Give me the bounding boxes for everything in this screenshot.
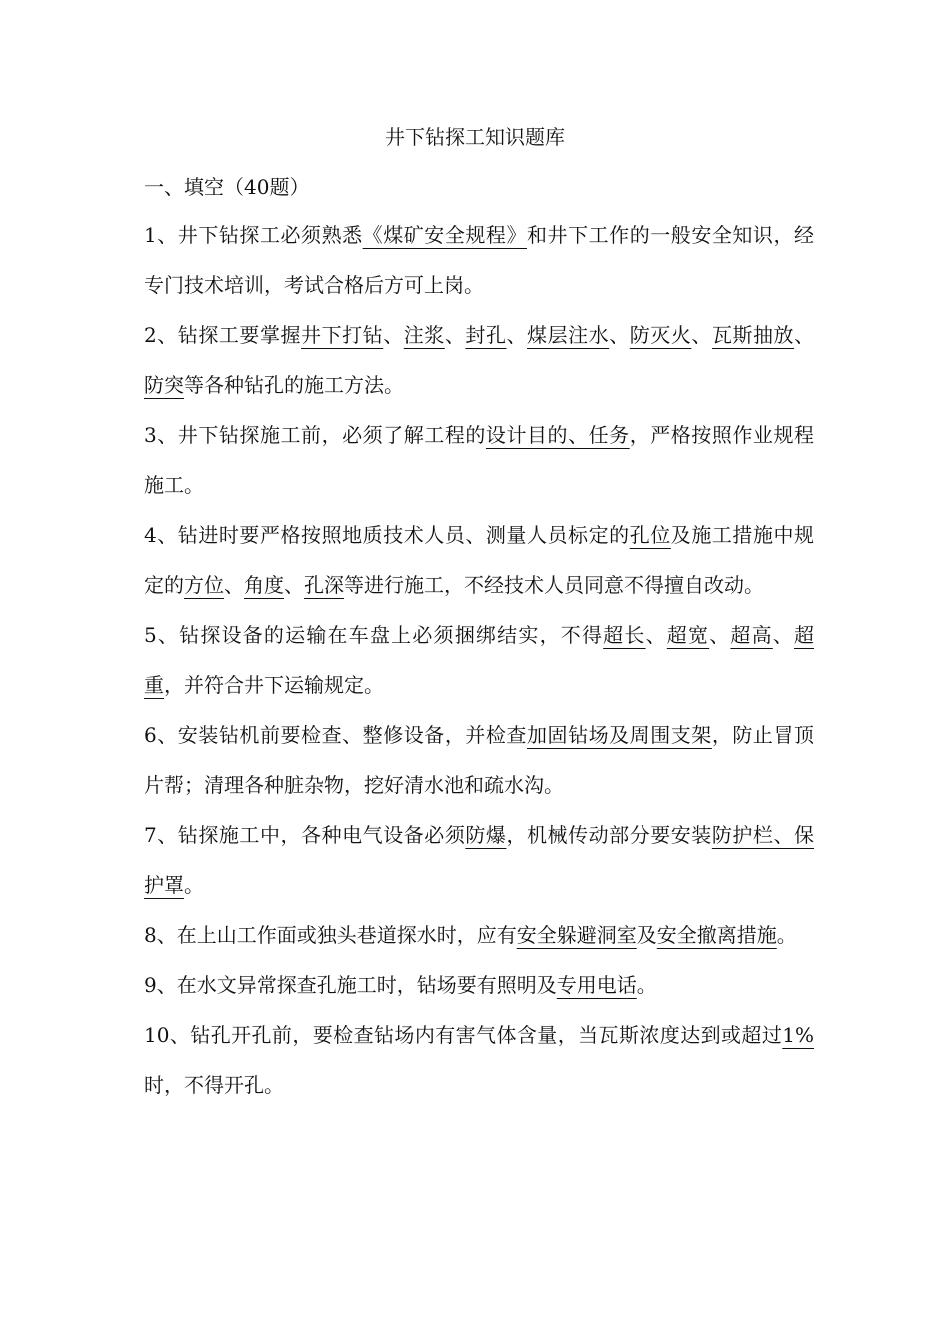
question-item [144, 610, 814, 710]
question-item [144, 910, 814, 960]
question-text: 、 [383, 323, 404, 347]
question-text: 、 [506, 323, 528, 347]
question-text: 等各种钻孔的施工方法。 [184, 373, 404, 397]
question-text: 。 [636, 973, 657, 997]
answer-blank: 安全撤离措施 [656, 923, 777, 947]
answer-blank: 防灭火 [629, 323, 692, 347]
question-text: 、 [709, 623, 731, 647]
answer-blank: 注浆 [403, 323, 445, 347]
question-text: 、 [224, 573, 244, 597]
question-text: 、 [444, 323, 466, 347]
answer-blank: 1% [782, 1023, 814, 1047]
answer-blank: 防爆 [465, 823, 507, 847]
answer-blank: 超重 [144, 623, 814, 697]
question-text: 。 [776, 923, 797, 947]
question-text: 6、安装钻机前要检查、整修设备，并检查 [144, 723, 527, 747]
answer-blank: 井下打钻 [301, 323, 384, 347]
answer-blank: 超长 [603, 623, 646, 647]
answer-blank: 专用电话 [556, 973, 637, 997]
question-text: ，防止冒顶片帮；清理各种脏杂物，挖好清水池和疏水沟。 [144, 723, 815, 797]
answer-blank: 设计目的、任务 [485, 423, 630, 447]
question-text: 3、井下钻探施工前，必须了解工程的 [144, 423, 486, 447]
question-text: 和井下工作的一般安全知识，经专门技术培训，考试合格后方可上岗。 [144, 223, 815, 297]
question-text: 等进行施工，不经技术人员同意不得擅自改动。 [344, 573, 764, 597]
answer-blank: 防突 [144, 373, 184, 397]
question-text: ，严格按照作业规程施工。 [144, 423, 815, 497]
question-text: 、 [284, 573, 304, 597]
answer-blank: 《煤矿安全规程》 [362, 223, 527, 247]
question-item [144, 210, 814, 310]
answer-blank: 安全躲避洞室 [516, 923, 637, 947]
section-heading: 一、填空（40题） [144, 175, 310, 199]
answer-blank: 孔位 [629, 523, 671, 547]
question-item [144, 1010, 814, 1110]
answer-blank: 超宽 [666, 623, 710, 647]
answer-blank: 角度 [244, 573, 284, 597]
answer-blank: 加固钻场及周围支架 [526, 723, 712, 747]
answer-blank: 方位 [184, 573, 224, 597]
question-text: 1、井下钻探工必须熟悉 [144, 223, 363, 247]
question-item [144, 310, 814, 410]
question-text: ，并符合井下运输规定。 [164, 673, 384, 697]
question-text: 10、钻孔开孔前，要检查钻场内有害气体含量，当瓦斯浓度达到或超过 [144, 1023, 783, 1047]
question-text: 时，不得开孔。 [144, 1073, 284, 1097]
question-text: 、 [645, 623, 667, 647]
question-text: 、 [772, 623, 794, 647]
question-item [144, 960, 814, 1010]
question-text: 及 [636, 923, 657, 947]
question-text: 。 [184, 873, 204, 897]
answer-blank: 封孔 [465, 323, 507, 347]
answer-blank: 防护栏、保护罩 [144, 823, 815, 897]
question-text: 及施工措施中规定的 [144, 523, 815, 597]
question-text: ，机械传动部分要安装 [506, 823, 712, 847]
question-item [144, 810, 814, 910]
question-text: 、 [691, 323, 712, 347]
question-item [144, 510, 814, 610]
answer-blank: 瓦斯抽放 [711, 323, 795, 347]
question-text: 7、钻探施工中，各种电气设备必须 [144, 823, 466, 847]
question-item [144, 710, 814, 810]
question-item [144, 410, 814, 510]
question-text: 4、钻进时要严格按照地质技术人员、测量人员标定的 [144, 523, 630, 547]
question-list [144, 210, 814, 1110]
document-title: 井下钻探工知识题库 [385, 125, 565, 149]
question-text: 、 [609, 323, 630, 347]
question-text: 、 [794, 323, 815, 347]
answer-blank: 超高 [730, 623, 773, 647]
question-text: 8、在上山工作面或独头巷道探水时，应有 [144, 923, 517, 947]
question-text: 9、在水文异常探查孔施工时，钻场要有照明及 [144, 973, 557, 997]
question-text: 2、钻探工要掌握 [144, 323, 302, 347]
answer-blank: 煤层注水 [527, 323, 610, 347]
question-text: 5、钻探设备的运输在车盘上必须捆绑结实，不得 [144, 623, 604, 647]
answer-blank: 孔深 [304, 573, 344, 597]
